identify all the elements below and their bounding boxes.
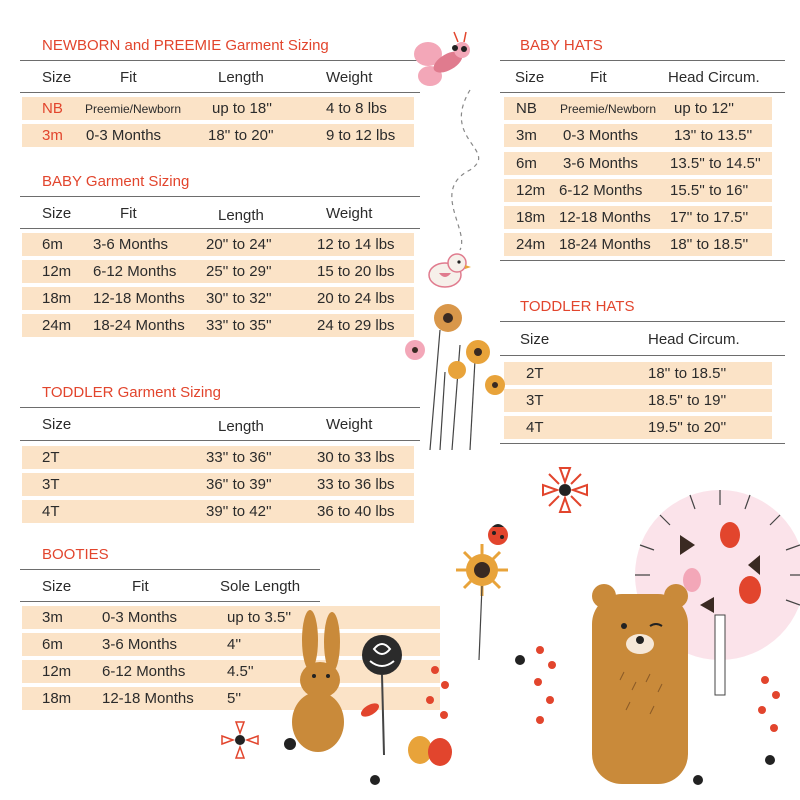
newborn-header-weight: Weight bbox=[326, 69, 373, 86]
baby-hats-title: BABY HATS bbox=[520, 37, 603, 54]
head-circum-cell: up to 12'' bbox=[674, 100, 734, 117]
toddler-hats-header-size: Size bbox=[520, 331, 550, 348]
newborn-header-fit: Fit bbox=[120, 69, 137, 86]
line-flower-icon bbox=[222, 722, 258, 758]
baby-header-length: Length bbox=[218, 207, 264, 224]
newborn-header-size: Size bbox=[42, 69, 72, 86]
size-cell: 6m bbox=[516, 155, 537, 172]
length-cell: 33'' to 35'' bbox=[206, 317, 272, 334]
head-circum-cell: 15.5'' to 16'' bbox=[670, 182, 749, 199]
weight-cell: 15 to 20 lbs bbox=[317, 263, 395, 280]
flower-cluster-icon bbox=[405, 304, 505, 395]
head-circum-cell: 17'' to 17.5'' bbox=[670, 209, 749, 226]
size-cell: 4T bbox=[42, 503, 60, 520]
size-cell: 3T bbox=[526, 392, 544, 409]
sole-length-cell: 5'' bbox=[227, 690, 242, 707]
length-cell: 39'' to 42'' bbox=[206, 503, 272, 520]
size-cell: 18m bbox=[42, 290, 72, 307]
size-cell: 6m bbox=[42, 636, 63, 653]
fit-cell: 12-18 Months bbox=[102, 690, 194, 707]
booties-header-fit: Fit bbox=[132, 578, 149, 595]
pear-icon bbox=[408, 736, 452, 766]
weight-cell: 33 to 36 lbs bbox=[317, 476, 395, 493]
size-cell: 18m bbox=[516, 209, 546, 226]
toddler-hats-header-head-circum: Head Circum. bbox=[648, 331, 740, 348]
rose-icon bbox=[359, 635, 402, 755]
red-flower-icon bbox=[543, 468, 587, 512]
weight-cell: 36 to 40 lbs bbox=[317, 503, 395, 520]
baby-header-weight: Weight bbox=[326, 205, 373, 222]
head-circum-cell: 13.5'' to 14.5'' bbox=[670, 155, 761, 172]
head-circum-cell: 18'' to 18.5'' bbox=[648, 365, 727, 382]
size-cell: 3m bbox=[42, 609, 63, 626]
bee-icon bbox=[370, 655, 775, 785]
size-cell: 2T bbox=[42, 449, 60, 466]
fit-cell: 6-12 Months bbox=[559, 182, 643, 199]
size-cell: 18m bbox=[42, 690, 72, 707]
toddler-header-size: Size bbox=[42, 416, 72, 433]
size-cell: NB bbox=[42, 100, 63, 117]
fit-cell: 3-6 Months bbox=[563, 155, 639, 172]
head-circum-cell: 19.5'' to 20'' bbox=[648, 419, 727, 436]
fit-cell: 6-12 Months bbox=[93, 263, 177, 280]
weight-cell: 12 to 14 lbs bbox=[317, 236, 395, 253]
length-cell: 33'' to 36'' bbox=[206, 449, 272, 466]
size-cell: 3m bbox=[42, 127, 63, 144]
fit-cell: Preemie/Newborn bbox=[560, 102, 657, 116]
weight-cell: 30 to 33 lbs bbox=[317, 449, 395, 466]
fit-cell: 3-6 Months bbox=[102, 636, 178, 653]
newborn-header-length: Length bbox=[218, 69, 264, 86]
booties-title: BOOTIES bbox=[42, 546, 109, 563]
booties-header-size: Size bbox=[42, 578, 72, 595]
toddler-header-weight: Weight bbox=[326, 416, 373, 433]
fit-cell: Preemie/Newborn bbox=[85, 102, 182, 116]
fit-cell: 12-18 Months bbox=[93, 290, 185, 307]
fit-cell: 0-3 Months bbox=[86, 127, 162, 144]
size-cell: 3T bbox=[42, 476, 60, 493]
size-cell: 2T bbox=[526, 365, 544, 382]
size-cell: 24m bbox=[516, 236, 546, 253]
size-cell: 12m bbox=[42, 263, 72, 280]
size-cell: 4T bbox=[526, 419, 544, 436]
weight-cell: 20 to 24 lbs bbox=[317, 290, 395, 307]
length-cell: 20'' to 24'' bbox=[206, 236, 272, 253]
length-cell: 25'' to 29'' bbox=[206, 263, 272, 280]
sole-length-cell: 4'' bbox=[227, 636, 242, 653]
baby-hats-header-size: Size bbox=[515, 69, 545, 86]
head-circum-cell: 13'' to 13.5'' bbox=[674, 127, 753, 144]
length-cell: 30'' to 32'' bbox=[206, 290, 272, 307]
fit-cell: 0-3 Months bbox=[102, 609, 178, 626]
toddler-hats-title: TODDLER HATS bbox=[520, 298, 635, 315]
size-cell: 24m bbox=[42, 317, 72, 334]
butterfly-icon bbox=[414, 32, 470, 86]
fit-cell: 0-3 Months bbox=[563, 127, 639, 144]
butterfly-dashed-path bbox=[452, 90, 479, 250]
length-cell: 18'' to 20'' bbox=[208, 127, 274, 144]
newborn-title: NEWBORN and PREEMIE Garment Sizing bbox=[42, 37, 329, 54]
size-cell: NB bbox=[516, 100, 537, 117]
daisy-icon bbox=[456, 544, 508, 660]
head-circum-cell: 18.5'' to 19'' bbox=[648, 392, 727, 409]
baby-header-size: Size bbox=[42, 205, 72, 222]
length-cell: 36'' to 39'' bbox=[206, 476, 272, 493]
size-cell: 12m bbox=[516, 182, 546, 199]
toddler-header-length: Length bbox=[218, 418, 264, 435]
bird-icon bbox=[429, 254, 471, 287]
size-cell: 6m bbox=[42, 236, 63, 253]
weight-cell: 9 to 12 lbs bbox=[326, 127, 396, 144]
ladybug-icon bbox=[488, 524, 508, 545]
fit-cell: 6-12 Months bbox=[102, 663, 186, 680]
baby-header-fit: Fit bbox=[120, 205, 137, 222]
size-cell: 3m bbox=[516, 127, 537, 144]
booties-header-sole-length: Sole Length bbox=[220, 578, 301, 595]
baby-title: BABY Garment Sizing bbox=[42, 173, 190, 190]
head-circum-cell: 18'' to 18.5'' bbox=[670, 236, 749, 253]
size-cell: 12m bbox=[42, 663, 72, 680]
sole-length-cell: 4.5'' bbox=[227, 663, 254, 680]
fit-cell: 3-6 Months bbox=[93, 236, 169, 253]
fit-cell: 12-18 Months bbox=[559, 209, 651, 226]
fit-cell: 18-24 Months bbox=[93, 317, 185, 334]
toddler-title: TODDLER Garment Sizing bbox=[42, 384, 221, 401]
fit-cell: 18-24 Months bbox=[559, 236, 651, 253]
weight-cell: 4 to 8 lbs bbox=[326, 100, 387, 117]
weight-cell: 24 to 29 lbs bbox=[317, 317, 395, 334]
length-cell: up to 18'' bbox=[212, 100, 272, 117]
sole-length-cell: up to 3.5'' bbox=[227, 609, 292, 626]
baby-hats-header-fit: Fit bbox=[590, 69, 607, 86]
baby-hats-header-head-circum: Head Circum. bbox=[668, 69, 760, 86]
bear-icon bbox=[592, 584, 688, 784]
rabbit-icon bbox=[284, 610, 344, 752]
